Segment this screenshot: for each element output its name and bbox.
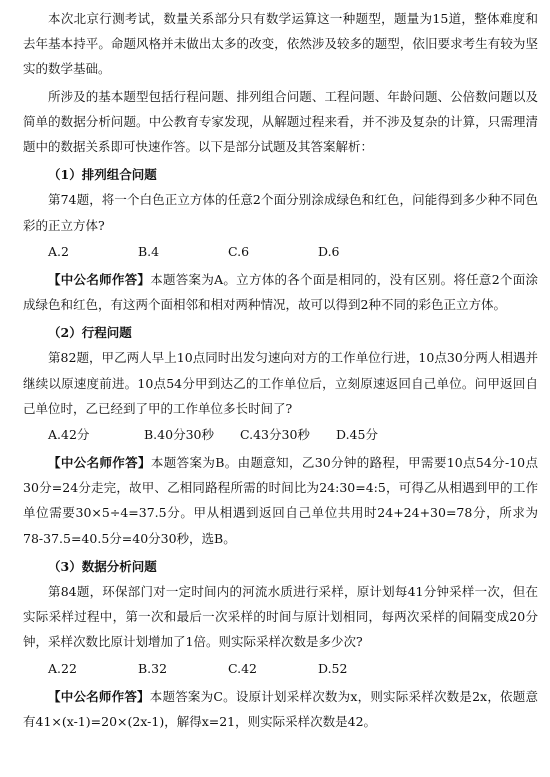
option-c: C.42 (228, 660, 257, 676)
answer-q82 (23, 450, 538, 551)
answer-tag: 【中公名师作答】 (48, 688, 150, 704)
option-d: D.45分 (336, 427, 378, 443)
intro-paragraph-1: 本次北京行测考试，数量关系部分只有数学运算这一种题型，题量为15道，整体难度和去年基本持平。命题风格并未做出太多的改变，依然涉及较多的题型，依旧要求考生有较为坚实的数学基础。 (23, 11, 538, 77)
option-b: B.4 (138, 243, 160, 259)
section-heading-data-analysis: （3）数据分析问题 (48, 558, 157, 574)
answer-text: 本题答案为B。由题意知，乙30分钟的路程，甲需要10点54分-10点30分=24分走完，故甲、乙相同路程所需的时间比为24:30=4:5，可得乙从相遇到甲的工作单位需要30×5÷4=37.5分。甲从相遇到返回自己单位共用时24+24+30=78分，所求为78-37.5=40.5分=40分30秒，选B。 (23, 455, 538, 546)
option-b: B.40分30秒 (144, 427, 214, 443)
option-d: D.6 (318, 243, 340, 259)
option-b: B.32 (138, 660, 168, 676)
question-84: 第84题，环保部门对一定时间内的河流水质进行采样，原计划每41分钟采样一次，但在实际采样过程中，第一次和最后一次采样的时间与原计划相同，每两次采样的间隔变成20分钟，采样次数比原计划增加了1倍。则实际采样次数是多少次? (23, 584, 538, 650)
answer-tag: 【中公名师作答】 (48, 271, 151, 287)
options-q82 (23, 423, 538, 447)
intro-paragraph-2: 所涉及的基本题型包括行程问题、排列组合问题、工程问题、年龄问题、公倍数问题以及简单的数据分析问题。中公教育专家发现，从解题过程来看，并不涉及复杂的计算，只需理清题中的数据关系即可快速作答。以下是部分试题及其答案解析： (23, 88, 538, 155)
option-a: A.2 (48, 243, 69, 259)
answer-tag: 【中公名师作答】 (48, 455, 151, 471)
answer-q74 (23, 267, 538, 317)
option-d: D.52 (318, 660, 348, 676)
options-q84 (23, 657, 538, 681)
question-82: 第82题，甲乙两人早上10点同时出发匀速向对方的工作单位行进，10点30分两人相遇并继续以原速度前进。10点54分甲到达乙的工作单位后，立刻原速返回自己单位。问甲返回自己单位时，乙已经到了甲的工作单位多长时间了? (23, 350, 538, 416)
option-a: A.42分 (48, 427, 90, 443)
section-heading-travel: （2）行程问题 (48, 325, 132, 341)
answer-q84 (23, 684, 538, 734)
options-q74 (23, 240, 538, 264)
option-c: C.6 (228, 243, 250, 259)
answer-text: 本题答案为A。立方体的各个面是相同的，没有区别。将任意2个面涂成绿色和红色，有这两个面相邻和相对两种情况，故可以得到2种不同的彩色正立方体。 (23, 271, 538, 313)
question-74: 第74题，将一个白色正立方体的任意2个面分别涂成绿色和红色，问能得到多少种不同色彩的正立方体? (23, 192, 538, 233)
option-a: A.22 (48, 660, 77, 676)
section-heading-permutation: （1）排列组合问题 (48, 167, 157, 183)
option-c: C.43分30秒 (240, 427, 310, 443)
answer-text: 本题答案为C。设原计划采样次数为x，则实际采样次数是2x，依题意有41×(x-1)=20×(2x-1)，解得x=21，则实际采样次数是42。 (23, 688, 538, 729)
